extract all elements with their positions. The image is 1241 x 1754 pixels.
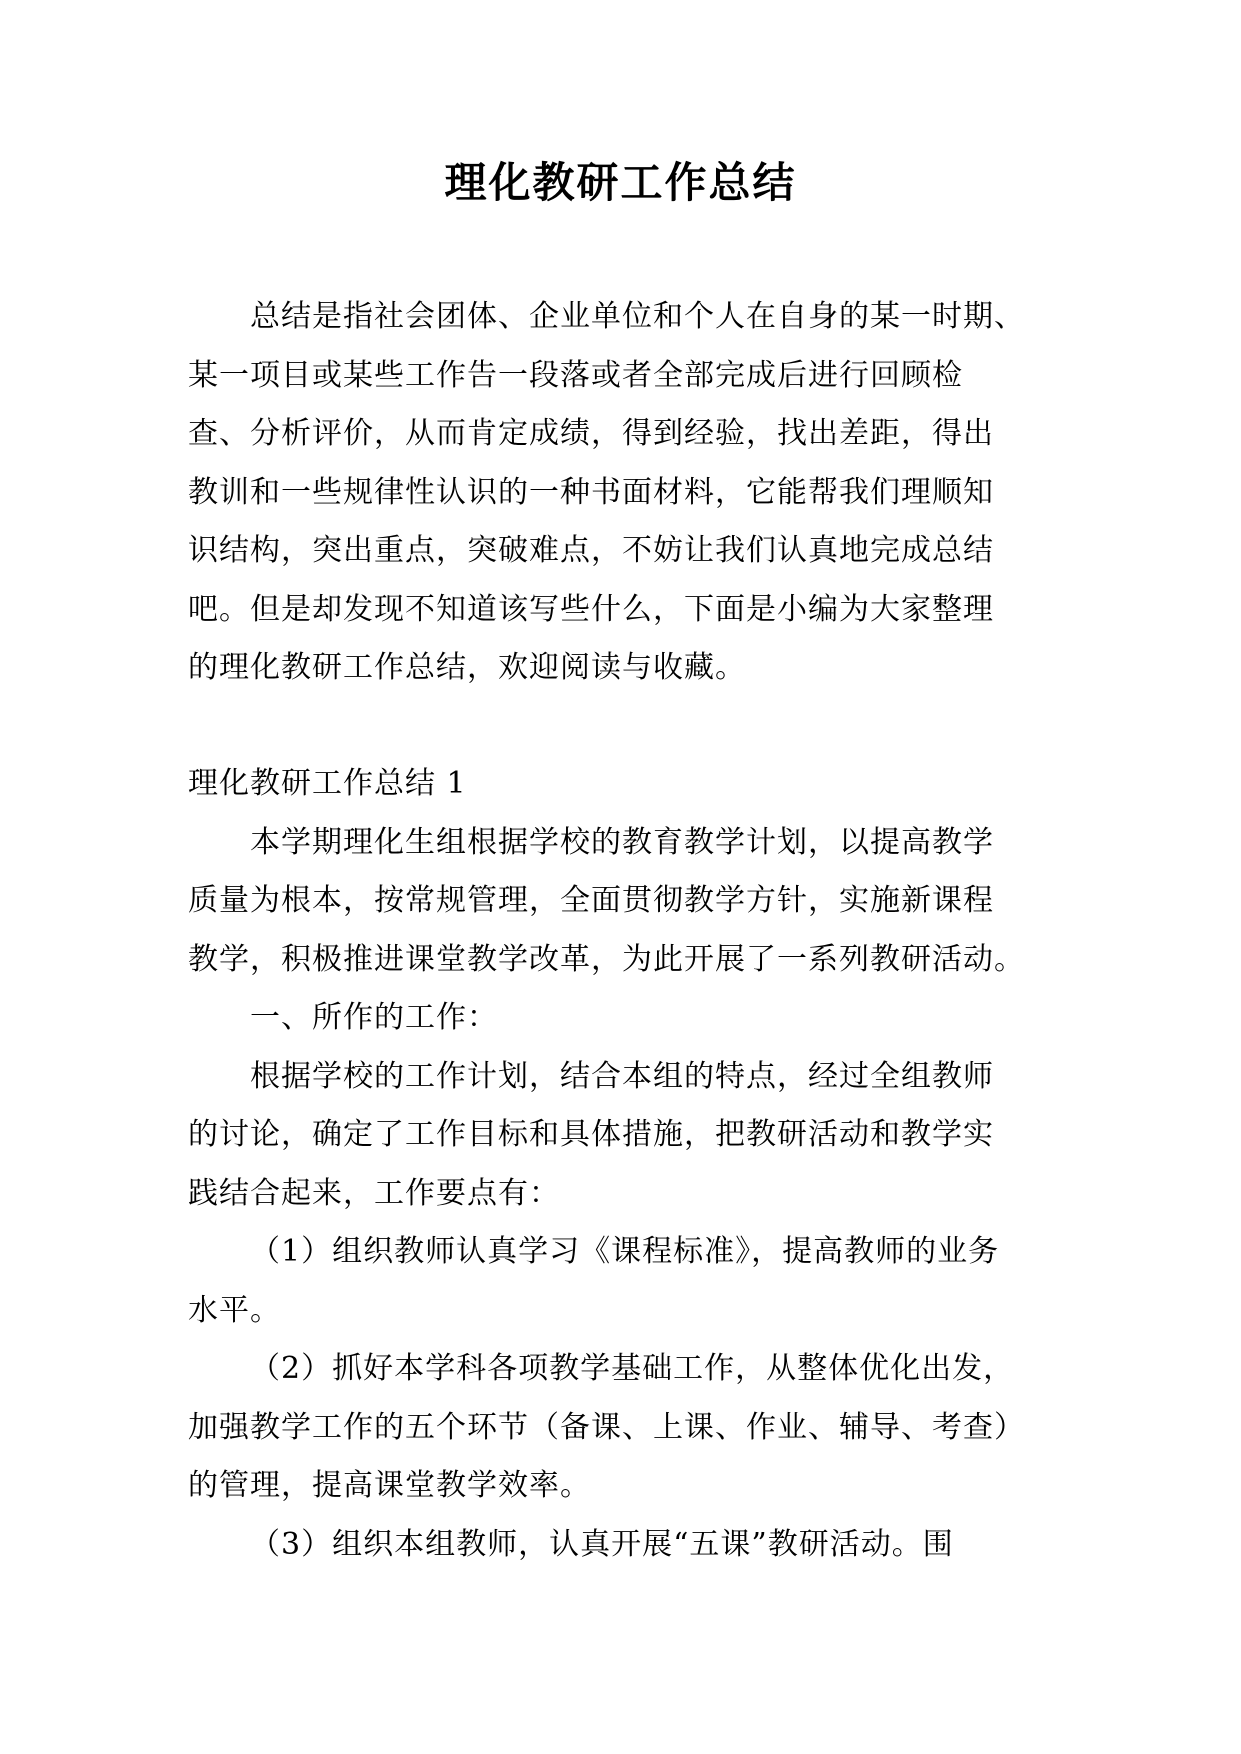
paragraph-line: 根据学校的工作计划，结合本组的特点，经过全组教师 xyxy=(250,1058,994,1094)
section-heading: 理化教研工作总结 1 xyxy=(188,766,467,801)
subheading: 一、所作的工作： xyxy=(250,1000,498,1035)
main-content xyxy=(188,755,1048,1574)
list-item-line: 的管理，提高课堂教学效率。 xyxy=(188,1468,591,1503)
intro-paragraph xyxy=(188,288,1048,698)
intro-line: 的理化教研工作总结，欢迎阅读与收藏。 xyxy=(188,650,746,685)
paragraph-line: 本学期理化生组根据学校的教育教学计划，以提高教学 xyxy=(250,824,994,860)
paragraph-line: 质量为根本，按常规管理，全面贯彻教学方针，实施新课程 xyxy=(188,883,994,918)
paragraph-line: 践结合起来，工作要点有： xyxy=(188,1175,560,1211)
list-item-line: （2）抓好本学科各项教学基础工作，从整体优化出发， xyxy=(250,1351,1015,1386)
list-item-line: 加强教学工作的五个环节（备课、上课、作业、辅导、考查） xyxy=(188,1409,1025,1445)
document-title: 理化教研工作总结 xyxy=(444,158,797,207)
intro-line: 某一项目或某些工作告一段落或者全部完成后进行回顾检 xyxy=(188,357,963,393)
intro-line: 识结构，突出重点，突破难点，不妨让我们认真地完成总结 xyxy=(188,533,994,568)
list-item-line: （1）组织教师认真学习《课程标准》，提高教师的业务 xyxy=(250,1234,1000,1269)
intro-line: 吧。但是却发现不知道该写些什么，下面是小编为大家整理 xyxy=(188,591,994,627)
intro-line: 查、分析评价，从而肯定成绩，得到经验，找出差距，得出 xyxy=(188,416,994,451)
list-item-line: （3）组织本组教师，认真开展“五课”教研活动。围 xyxy=(250,1526,954,1562)
paragraph-line: 的讨论，确定了工作目标和具体措施，把教研活动和教学实 xyxy=(188,1117,994,1152)
intro-line: 总结是指社会团体、企业单位和个人在自身的某一时期、 xyxy=(250,299,1025,334)
paragraph-line: 教学，积极推进课堂教学改革，为此开展了一系列教研活动。 xyxy=(188,941,1025,977)
list-item-line: 水平。 xyxy=(188,1292,281,1328)
intro-line: 教训和一些规律性认识的一种书面材料，它能帮我们理顺知 xyxy=(188,474,994,510)
